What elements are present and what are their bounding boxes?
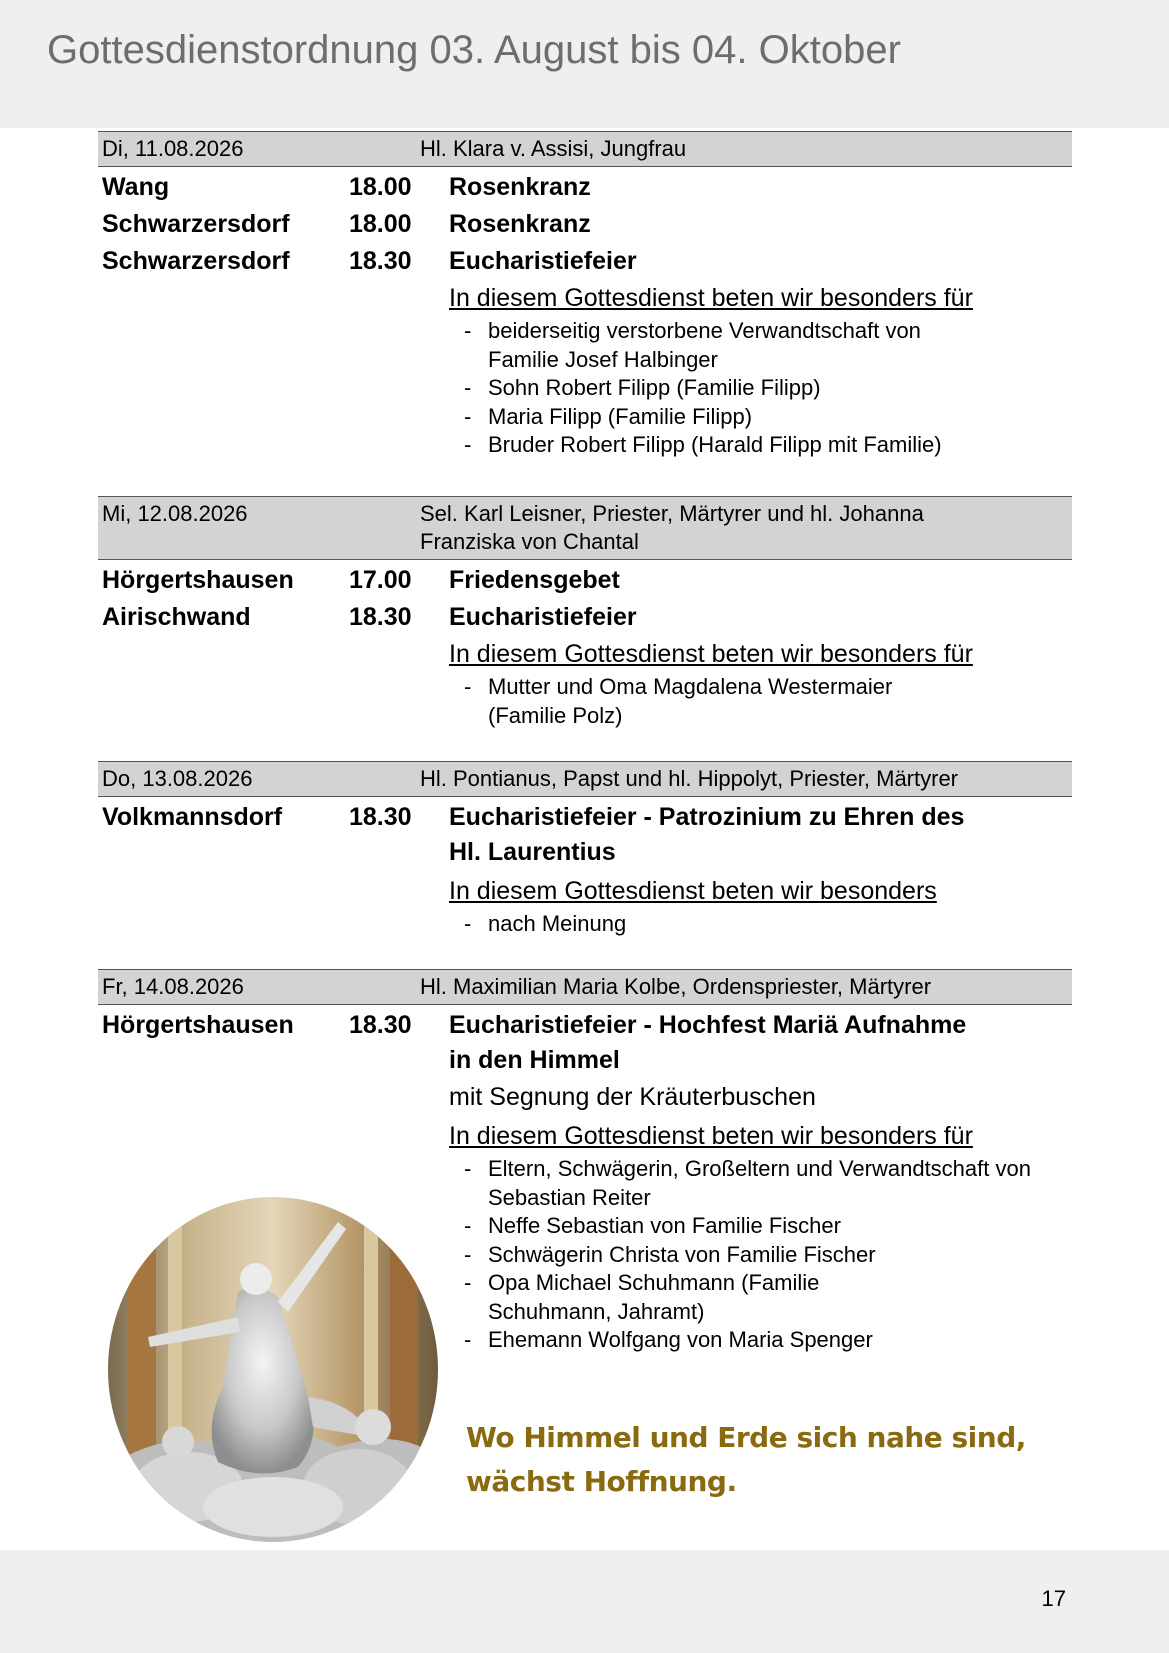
intention-item: - Schwägerin Christa von Familie Fischer bbox=[449, 1241, 1072, 1270]
quote-line: wächst Hoffnung. bbox=[466, 1465, 737, 1498]
assumption-statue-image bbox=[108, 1197, 438, 1542]
feast-name: Hl. Pontianus, Papst und hl. Hippolyt, Priester, Märtyrer bbox=[420, 766, 959, 791]
service-name: Rosenkranz bbox=[449, 210, 591, 238]
service-location: Hörgertshausen bbox=[102, 1011, 294, 1039]
feast-name: Sel. Karl Leisner, Priester, Märtyrer und hl. Johanna Franziska von Chantal bbox=[420, 501, 924, 554]
service-name: Rosenkranz bbox=[449, 173, 591, 201]
intention-heading: In diesem Gottesdienst beten wir besonders für bbox=[449, 1122, 973, 1150]
intention-item: - Bruder Robert Filipp (Harald Filipp mit Familie) bbox=[449, 431, 1072, 460]
intention-item: - Mutter und Oma Magdalena Westermaier (Familie Polz) bbox=[449, 673, 969, 730]
intention-list bbox=[449, 317, 1072, 460]
service-time: 18.30 bbox=[349, 1011, 412, 1039]
service-note: mit Segnung der Kräuterbuschen bbox=[449, 1083, 816, 1111]
page-number: 17 bbox=[1041, 1586, 1066, 1611]
intention-item: - Opa Michael Schuhmann (Familie Schuhmann, Jahramt) bbox=[449, 1269, 839, 1326]
intention-item: - Maria Filipp (Familie Filipp) bbox=[449, 403, 1072, 432]
service-row bbox=[98, 797, 1072, 834]
intention-item: - nach Meinung bbox=[449, 910, 1072, 939]
service-row bbox=[98, 560, 1072, 597]
service-location: Volkmannsdorf bbox=[102, 803, 283, 831]
intention-heading: In diesem Gottesdienst beten wir besonders für bbox=[449, 284, 973, 312]
service-time: 17.00 bbox=[349, 566, 412, 594]
feast-name: Hl. Klara v. Assisi, Jungfrau bbox=[420, 136, 687, 161]
service-name-continued: in den Himmel bbox=[449, 1046, 620, 1074]
service-row bbox=[98, 167, 1072, 204]
day-header bbox=[98, 969, 1072, 1005]
service-time: 18.30 bbox=[349, 247, 412, 275]
service-name: Eucharistiefeier - Hochfest Mariä Aufnahme bbox=[449, 1011, 967, 1039]
day-header bbox=[98, 496, 1072, 560]
day-date: Di, 11.08.2026 bbox=[102, 136, 244, 161]
intention-heading: In diesem Gottesdienst beten wir besonders für bbox=[449, 640, 973, 668]
service-time: 18.30 bbox=[349, 603, 412, 631]
page-title: Gottesdienstordnung 03. August bis 04. Oktober bbox=[47, 28, 901, 72]
feast-name: Hl. Maximilian Maria Kolbe, Ordenspriester, Märtyrer bbox=[420, 974, 932, 999]
service-name-continued: Hl. Laurentius bbox=[449, 838, 616, 866]
service-name: Eucharistiefeier bbox=[449, 247, 637, 275]
intention-list bbox=[449, 1155, 1072, 1355]
day-block bbox=[98, 496, 1072, 730]
service-location: Airischwand bbox=[102, 603, 251, 631]
intention-item: - Ehemann Wolfgang von Maria Spenger bbox=[449, 1326, 1072, 1355]
service-time: 18.30 bbox=[349, 803, 412, 831]
day-header bbox=[98, 761, 1072, 797]
intention-item: - Neffe Sebastian von Familie Fischer bbox=[449, 1212, 1072, 1241]
day-date: Mi, 12.08.2026 bbox=[102, 501, 248, 526]
service-location: Hörgertshausen bbox=[102, 566, 294, 594]
day-block bbox=[98, 131, 1072, 460]
service-name: Friedensgebet bbox=[449, 566, 620, 594]
service-location: Wang bbox=[102, 173, 170, 201]
quote-line: Wo Himmel und Erde sich nahe sind, bbox=[466, 1421, 1026, 1454]
day-date: Fr, 14.08.2026 bbox=[102, 974, 244, 999]
intention-item: - Eltern, Schwägerin, Großeltern und Verwandtschaft von Sebastian Reiter bbox=[449, 1155, 1049, 1212]
intention-item: - Sohn Robert Filipp (Familie Filipp) bbox=[449, 374, 1072, 403]
service-name: Eucharistiefeier - Patrozinium zu Ehren des bbox=[449, 803, 965, 831]
service-name: Eucharistiefeier bbox=[449, 603, 637, 631]
service-location: Schwarzersdorf bbox=[102, 247, 290, 275]
day-header bbox=[98, 131, 1072, 167]
day-date: Do, 13.08.2026 bbox=[102, 766, 253, 791]
quote bbox=[466, 1416, 1026, 1504]
service-time: 18.00 bbox=[349, 173, 412, 201]
footer-band bbox=[0, 1550, 1169, 1653]
service-row bbox=[98, 1005, 1072, 1042]
intention-heading: In diesem Gottesdienst beten wir besonders bbox=[449, 877, 937, 905]
statue-illustration bbox=[108, 1197, 438, 1542]
intention-list bbox=[449, 910, 1072, 939]
intention-item: - beiderseitig verstorbene Verwandtschaft von Familie Josef Halbinger bbox=[449, 317, 969, 374]
service-row bbox=[98, 241, 1072, 278]
service-row bbox=[98, 597, 1072, 634]
service-row bbox=[98, 204, 1072, 241]
service-location: Schwarzersdorf bbox=[102, 210, 290, 238]
day-block bbox=[98, 761, 1072, 939]
service-time: 18.00 bbox=[349, 210, 412, 238]
intention-list bbox=[449, 673, 1072, 730]
